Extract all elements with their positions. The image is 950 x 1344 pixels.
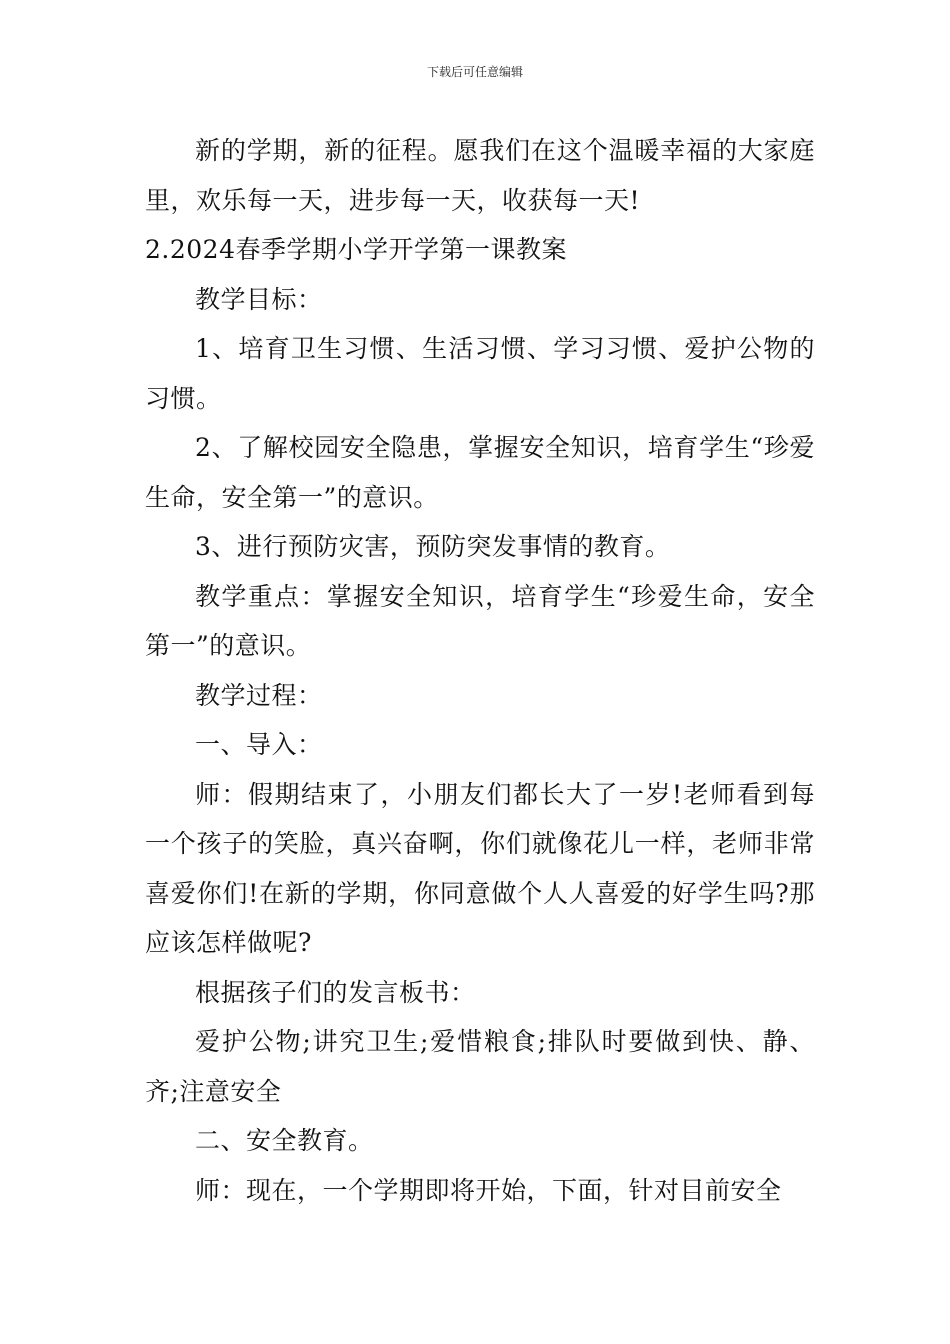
teaching-focus: 教学重点：掌握安全知识，培育学生“珍爱生命，安全第一”的意识。 bbox=[145, 581, 815, 660]
heading-teaching-goals: 教学目标： bbox=[195, 284, 323, 314]
heading-teaching-process: 教学过程： bbox=[195, 680, 323, 710]
document-body bbox=[145, 126, 815, 1215]
paragraph-board-items: 爱护公物;讲究卫生;爱惜粮食;排队时要做到快、静、齐;注意安全 bbox=[145, 1027, 815, 1106]
section-title: 2.2024春季学期小学开学第一课教案 bbox=[145, 235, 567, 264]
paragraph-board-writing: 根据孩子们的发言板书： bbox=[195, 977, 476, 1007]
paragraph-closing-wish: 新的学期，新的征程。愿我们在这个温暖幸福的大家庭里，欢乐每一天，进步每一天，收获每一天! bbox=[145, 136, 815, 215]
heading-safety-education: 二、安全教育。 bbox=[195, 1126, 374, 1155]
page-header: 下载后可任意编辑 bbox=[426, 65, 523, 79]
goal-item-2: 2、了解校园安全隐患，掌握安全知识，培育学生“珍爱生命，安全第一”的意识。 bbox=[145, 433, 815, 512]
goal-item-1: 1、培育卫生习惯、生活习惯、学习习惯、爱护公物的习惯。 bbox=[145, 334, 815, 413]
heading-introduction: 一、导入： bbox=[195, 730, 323, 759]
goal-item-3: 3、进行预防灾害，预防突发事情的教育。 bbox=[195, 532, 671, 561]
paragraph-teacher-safety: 师：现在，一个学期即将开始，下面，针对目前安全 bbox=[195, 1175, 782, 1205]
paragraph-teacher-intro: 师：假期结束了，小朋友们都长大了一岁!老师看到每一个孩子的笑脸，真兴奋啊，你们就像花儿一样，老师非常喜爱你们!在新的学期，你同意做个人人喜爱的好学生吗?那应该怎样做呢? bbox=[145, 779, 815, 957]
